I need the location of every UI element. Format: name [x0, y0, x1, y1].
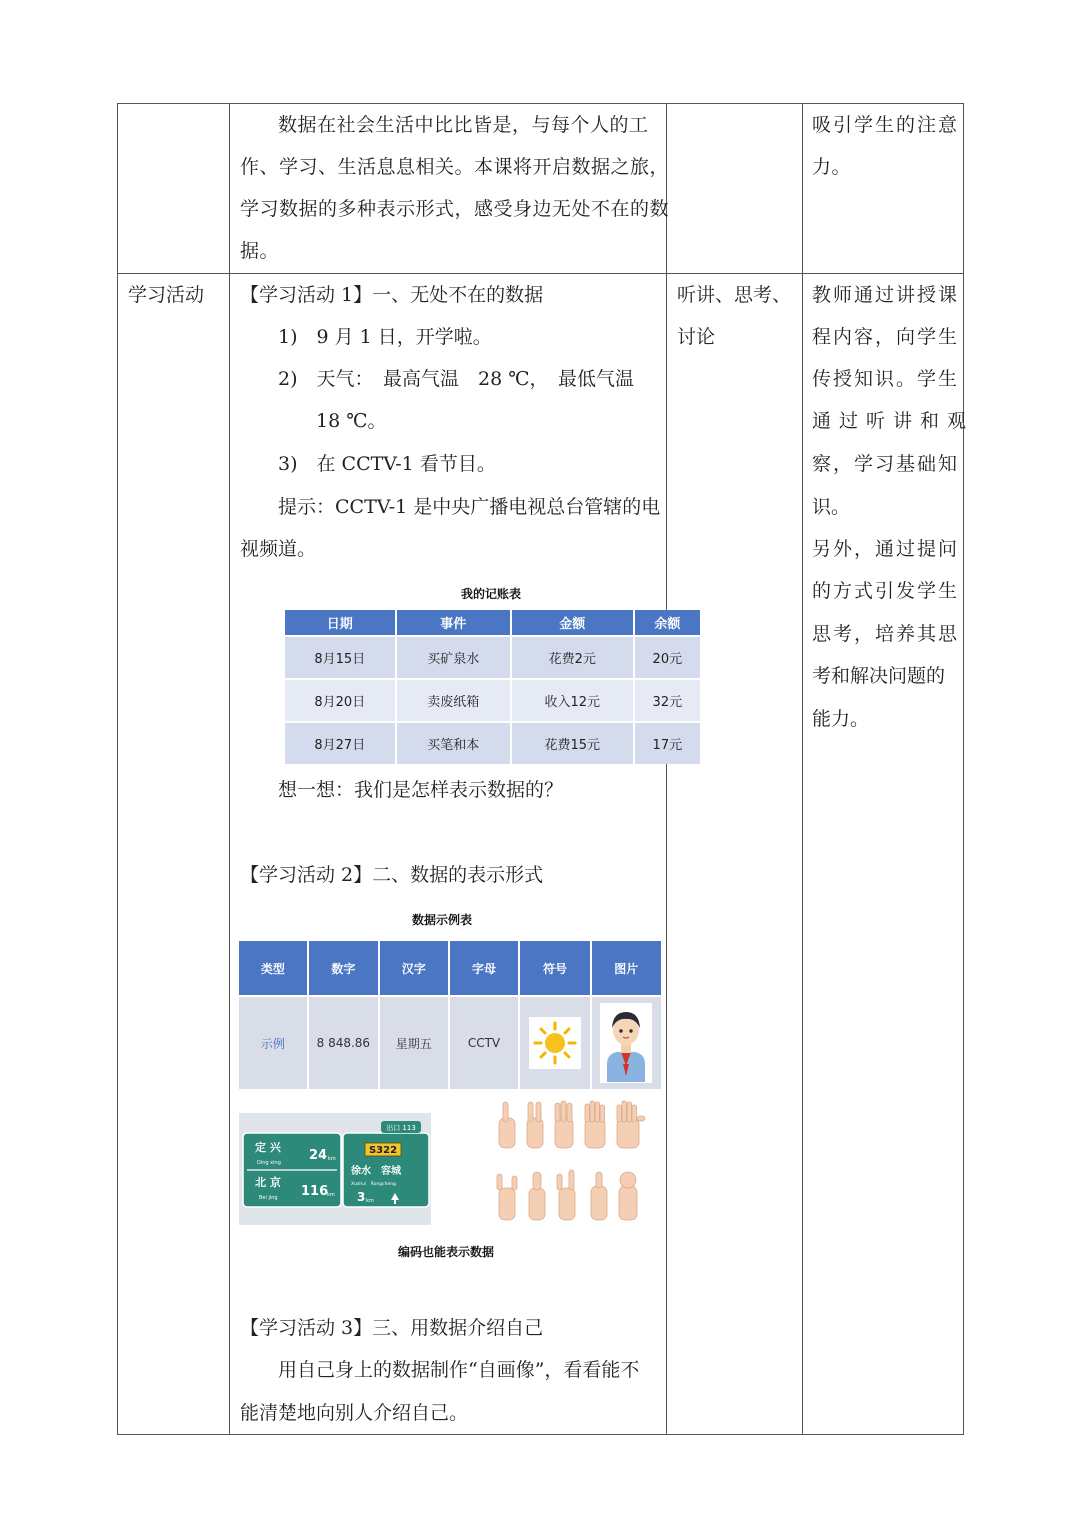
intro-line: 学习数据的多种表示形式，感受身边无处不在的数 [240, 198, 670, 220]
purpose-line: 教师通过讲授课 [812, 284, 960, 306]
sample-header: 图片 [591, 941, 662, 996]
ledger-cell: 8月20日 [285, 679, 396, 722]
sign-place: 定 兴 [255, 1141, 281, 1154]
intro-line: 数据在社会生活中比比皆是，与每个人的工 [278, 114, 649, 136]
sample-cell: CCTV [449, 996, 520, 1089]
hand-three-icon [555, 1101, 573, 1148]
activity1-item: 2) 天气： 最高气温 28 ℃， 最低气温 [278, 368, 634, 390]
activity1-item: 3) 在 CCTV-1 看节目。 [278, 453, 496, 475]
ledger-cell: 收入12元 [511, 679, 634, 722]
col-line-4 [802, 103, 803, 1435]
table-row [285, 636, 701, 679]
purpose-line: 能力。 [812, 708, 870, 730]
table-bottom-border [117, 1434, 964, 1435]
table-row [285, 722, 701, 764]
sample-header: 类型 [239, 941, 308, 996]
sign-distance: 3 [357, 1190, 366, 1204]
sample-table [239, 941, 663, 1089]
ledger-cell: 花费15元 [511, 722, 634, 764]
code-caption: 编码也能表示数据 [398, 1245, 495, 1259]
student-icon [601, 1004, 651, 1082]
hand-one-icon [499, 1102, 515, 1148]
hand-five-icon [617, 1101, 645, 1148]
purpose-line: 考和解决问题的 [812, 665, 946, 687]
hand-six-icon [497, 1174, 517, 1220]
sign-pinyin: Ding xing [257, 1160, 281, 1166]
col-line-5 [963, 103, 964, 1435]
sample-cell-symbol [519, 996, 590, 1089]
sign-place: 徐水 容城 [351, 1166, 401, 1177]
ledger-cell: 卖废纸箱 [396, 679, 511, 722]
ledger-cell: 8月15日 [285, 636, 396, 679]
hand-gestures-image [493, 1100, 649, 1230]
activity1-title: 【学习活动 1】一、无处不在的数据 [240, 284, 544, 306]
ledger-cell: 8月27日 [285, 722, 396, 764]
activity2-title: 【学习活动 2】二、数据的表示形式 [240, 864, 544, 886]
hint-line: 视频道。 [240, 538, 317, 560]
ledger-header: 余额 [634, 610, 701, 636]
sign-distance: 24 [309, 1148, 328, 1163]
ledger-caption: 我的记账表 [461, 587, 522, 601]
intro-line: 作、学习、生活息息相关。本课将开启数据之旅， [240, 156, 670, 178]
ledger-cell: 20元 [634, 636, 701, 679]
hint-line: 提示：CCTV-1 是中央广播电视总台管辖的电 [278, 496, 661, 518]
hand-two-icon [527, 1102, 543, 1148]
col-line-1 [117, 103, 118, 1435]
sample-header: 数字 [308, 941, 379, 996]
sign-pinyin: Bei jing [259, 1195, 278, 1201]
sample-header: 汉字 [379, 941, 449, 996]
road-sign-image [239, 1113, 431, 1225]
table-row [239, 996, 662, 1089]
purpose-line: 通过听讲和观 [812, 410, 975, 432]
activity1-item: 1) 9 月 1 日，开学啦。 [278, 326, 492, 348]
ledger-header: 金额 [511, 610, 634, 636]
sample-header: 符号 [519, 941, 590, 996]
sample-cell: 示例 [239, 996, 308, 1089]
ledger-cell: 买矿泉水 [396, 636, 511, 679]
ledger-cell: 买笔和本 [396, 722, 511, 764]
sign-unit: km [327, 1192, 335, 1198]
hand-eight-icon [557, 1170, 575, 1220]
sample-cell: 8 848.86 [308, 996, 379, 1089]
sign-road: S322 [368, 1145, 398, 1156]
ledger-header: 事件 [396, 610, 511, 636]
hand-nine-icon [591, 1172, 607, 1220]
purpose-line: 传授知识。学生 [812, 368, 960, 390]
col-line-3 [666, 103, 667, 1435]
purpose-line: 吸引学生的注意 [812, 114, 960, 136]
ledger-cell: 花费2元 [511, 636, 634, 679]
activity3-line: 能清楚地向别人介绍自己。 [240, 1402, 469, 1424]
sample-header: 字母 [449, 941, 520, 996]
question: 想一想：我们是怎样表示数据的？ [278, 779, 564, 801]
method-line: 听讲、思考、 [677, 284, 792, 306]
ledger-cell: 32元 [634, 679, 701, 722]
sign-exit: 出口 113 [386, 1124, 416, 1132]
purpose-line: 力。 [812, 156, 852, 178]
intro-line: 据。 [240, 240, 280, 262]
col-line-2 [229, 103, 230, 1435]
purpose-line: 的方式引发学生 [812, 580, 960, 602]
sample-caption: 数据示例表 [412, 913, 473, 927]
ledger-header: 日期 [285, 610, 396, 636]
hand-ten-icon [619, 1172, 637, 1220]
hand-four-icon [585, 1101, 605, 1148]
sign-place: 北 京 [255, 1176, 281, 1189]
sign-pinyin: Xushui Rongcheng [351, 1182, 396, 1187]
purpose-line: 识。 [812, 496, 851, 518]
activity3-title: 【学习活动 3】三、用数据介绍自己 [240, 1317, 544, 1339]
activity1-item: 18 ℃。 [316, 410, 387, 432]
purpose-line: 程内容，向学生 [812, 326, 960, 348]
sample-cell-picture [591, 996, 662, 1089]
purpose-line: 察，学习基础知 [812, 453, 960, 475]
hand-seven-icon [529, 1172, 545, 1220]
ledger-table [285, 610, 702, 764]
sign-unit: km [328, 1156, 336, 1162]
activity3-line: 用自己身上的数据制作“自画像”，看看能不 [278, 1359, 640, 1381]
table-row [285, 679, 701, 722]
sign-unit: km [366, 1198, 374, 1204]
purpose-line: 思考，培养其思 [812, 623, 960, 645]
section-label: 学习活动 [128, 284, 205, 306]
sign-distance: 116 [301, 1184, 329, 1199]
sample-cell: 星期五 [379, 996, 449, 1089]
sun-icon [533, 1021, 577, 1065]
method-line: 讨论 [677, 326, 716, 348]
ledger-cell: 17元 [634, 722, 701, 764]
purpose-line: 另外，通过提问 [812, 538, 960, 560]
